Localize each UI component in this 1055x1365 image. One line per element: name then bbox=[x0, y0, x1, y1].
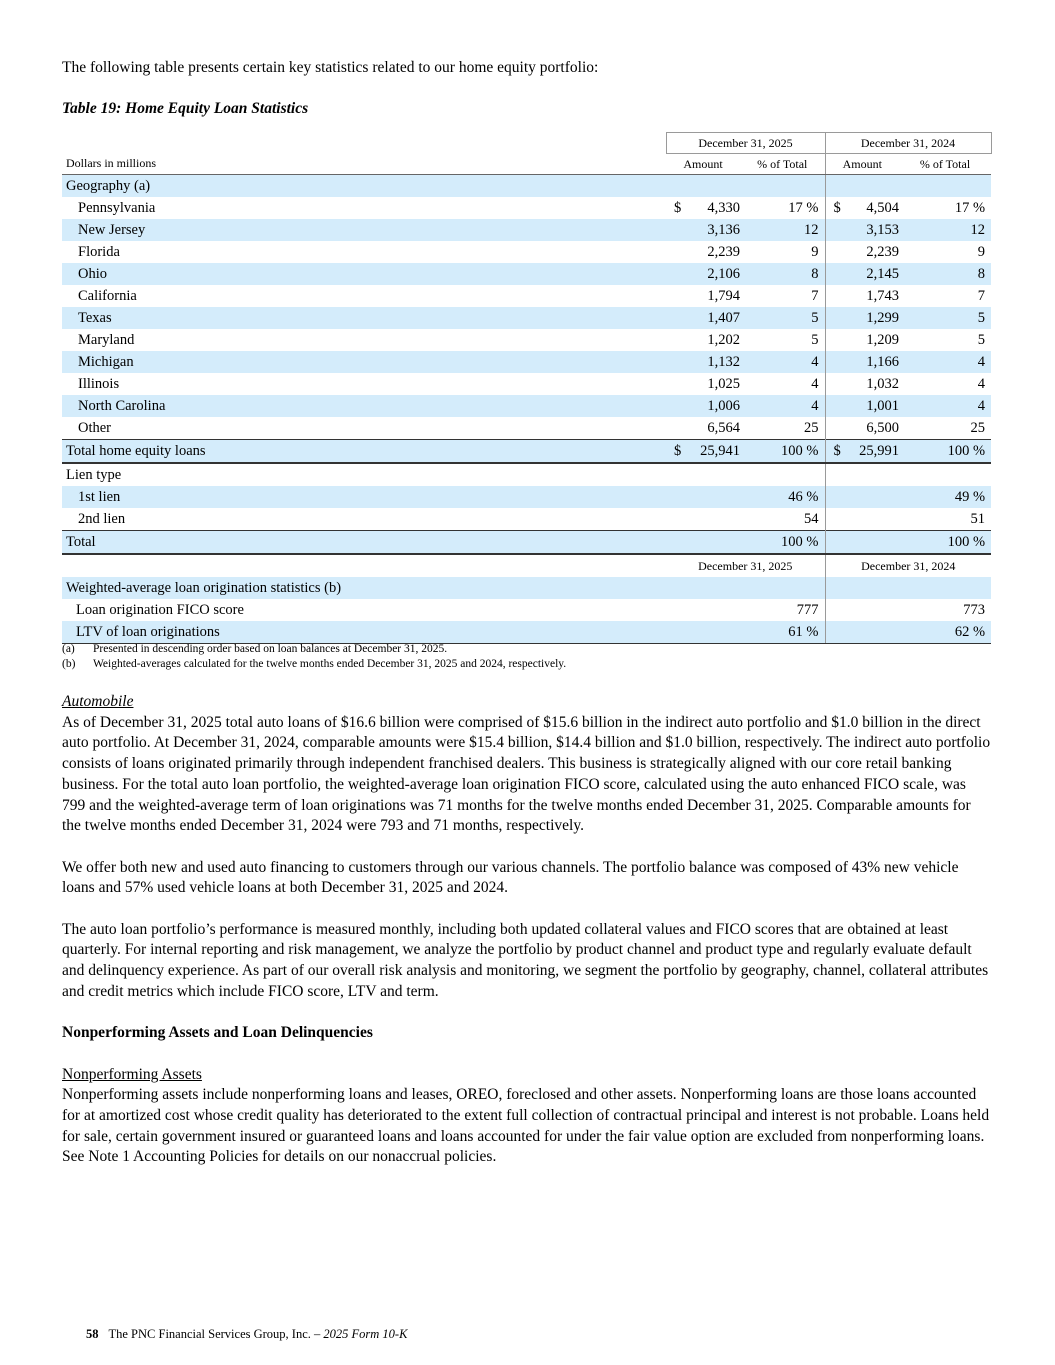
npa-subheading: Nonperforming Assets bbox=[62, 1065, 202, 1083]
amount-2024: 2,239 bbox=[866, 243, 900, 260]
pct-2025: 54 bbox=[740, 508, 825, 531]
empty-cell bbox=[688, 621, 740, 644]
amount-2024: 1,032 bbox=[866, 375, 900, 392]
empty-cell bbox=[740, 463, 825, 486]
empty-cell bbox=[825, 599, 847, 621]
col-amount-2024: Amount bbox=[825, 154, 899, 175]
pct-2024: 49 % bbox=[899, 486, 991, 508]
lien-total-row bbox=[62, 531, 991, 555]
amount-2025: 1,407 bbox=[688, 307, 740, 329]
pct-2024: 17 % bbox=[954, 199, 986, 216]
row-label: Ohio bbox=[62, 263, 666, 285]
page-number: 58 bbox=[86, 1327, 99, 1341]
dollar-sign bbox=[825, 373, 847, 395]
amount-2024: 4,504 bbox=[866, 199, 900, 216]
lien-row bbox=[62, 486, 991, 508]
pct-2025: 25 bbox=[740, 417, 825, 440]
empty-cell bbox=[62, 554, 666, 577]
amount-2024: 2,145 bbox=[847, 263, 899, 285]
geography-row bbox=[62, 285, 991, 307]
amount-2024: 1,001 bbox=[847, 395, 899, 417]
footnote-b: (b) Weighted-averages calculated for the twelve months ended December 31, 2025 and 2024, respectively. bbox=[62, 658, 567, 670]
geography-row bbox=[62, 263, 991, 285]
amount-2025: 3,136 bbox=[688, 219, 740, 241]
geography-row bbox=[62, 307, 991, 329]
dollar-sign bbox=[666, 241, 688, 263]
pct-2025: 8 bbox=[740, 263, 825, 285]
dollar-sign bbox=[666, 263, 688, 285]
footer-form: 2025 Form 10-K bbox=[323, 1327, 408, 1341]
dollar-sign bbox=[666, 329, 688, 351]
home-equity-table bbox=[62, 132, 992, 644]
table-header-columns bbox=[62, 154, 991, 175]
pct-2025: 9 bbox=[740, 241, 825, 263]
amount-2024: 1,743 bbox=[866, 287, 900, 304]
empty-cell bbox=[825, 463, 847, 486]
row-label: Illinois bbox=[78, 375, 120, 392]
pct-2024: 4 bbox=[899, 395, 991, 417]
automobile-section bbox=[62, 692, 992, 1168]
empty-cell bbox=[666, 599, 688, 621]
empty-cell bbox=[666, 531, 688, 555]
row-label: 2nd lien bbox=[78, 510, 126, 527]
table-title: Table 19: Home Equity Loan Statistics bbox=[62, 100, 309, 117]
empty-cell bbox=[825, 486, 847, 508]
period-header-2024: December 31, 2024 bbox=[825, 133, 991, 154]
dollar-sign bbox=[666, 395, 688, 417]
row-label: North Carolina bbox=[62, 395, 666, 417]
value-2025: 61 % bbox=[740, 621, 825, 644]
page-footer bbox=[86, 1327, 407, 1342]
pct-2025: 7 bbox=[740, 285, 825, 307]
row-label: Michigan bbox=[62, 351, 666, 373]
empty-cell bbox=[825, 508, 847, 531]
dollar-sign: $ bbox=[674, 199, 682, 216]
pct-2024: 100 % bbox=[899, 440, 991, 464]
pct-2024: 9 bbox=[977, 243, 986, 260]
dollar-sign bbox=[825, 241, 847, 263]
pct-2024: 5 bbox=[899, 307, 991, 329]
value-2024: 773 bbox=[963, 601, 986, 618]
pct-2024: 25 bbox=[970, 419, 986, 436]
section-label: Lien type bbox=[66, 466, 122, 483]
row-label: Maryland bbox=[78, 331, 135, 348]
dollar-sign bbox=[666, 219, 688, 241]
weighted-average-header-row bbox=[62, 577, 991, 599]
amount-2024: 6,500 bbox=[866, 419, 900, 436]
row-label: Other bbox=[78, 419, 112, 436]
pct-2024: 100 % bbox=[899, 531, 991, 555]
amount-2025: 1,132 bbox=[688, 351, 740, 373]
lien-row bbox=[62, 508, 991, 531]
empty-cell bbox=[666, 175, 688, 198]
empty-cell bbox=[847, 508, 899, 531]
dollar-sign bbox=[666, 373, 688, 395]
empty-cell bbox=[847, 463, 899, 486]
intro-text: The following table presents certain key statistics related to our home equity portfolio: bbox=[62, 59, 599, 76]
pct-2024: 5 bbox=[977, 331, 986, 348]
amount-2024: 1,209 bbox=[866, 331, 900, 348]
row-label: California bbox=[78, 287, 137, 304]
row-label: LTV of loan originations bbox=[62, 621, 666, 644]
row-label: Pennsylvania bbox=[78, 199, 156, 216]
automobile-paragraph-1: As of December 31, 2025 total auto loans of $16.6 billion were comprised of $15.6 billion in the indirect auto portfolio and $1.0 billion in the direct auto portfolio. At December 31, 2024, comparable amounts were $15.4 billion, $14.4 billion and $1.0 billion, respectively. The indirect auto portfolio consists of loans originated primarily through independent franchised dealers. This business is strategically aligned with our core retail banking business. For the total auto loan portfolio, the weighted-average loan origination FICO score, calculated using the auto enhanced FICO scale, was 799 and the weighted-average term of loan originations was 71 months for the twelve months ended December 31, 2025. Comparable amounts for the twelve months ended December 31, 2024 were 793 and 71 months, respectively. bbox=[62, 713, 991, 835]
section-label: Weighted-average loan origination statistics (b) bbox=[62, 577, 666, 599]
npa-paragraph: Nonperforming assets include nonperforming loans and leases, OREO, foreclosed and other assets. Nonperforming loans are those loans accounted for at amortized cost whose credit quality has deteriorated to the extent full collection of contractual principal and interest is not probable. Loans held for sale, certain government insured or guaranteed loans and loans accounted for under the fair value option are excluded from nonperforming loans. See Note 1 Accounting Policies for details on our nonaccrual policies. bbox=[62, 1086, 990, 1166]
empty-cell bbox=[666, 463, 688, 486]
pct-2025: 4 bbox=[740, 395, 825, 417]
empty-cell bbox=[666, 577, 688, 599]
value-2024: 62 % bbox=[899, 621, 991, 644]
row-label: 1st lien bbox=[62, 486, 666, 508]
units-label: Dollars in millions bbox=[62, 154, 666, 175]
row-label: Total bbox=[62, 531, 666, 555]
col-amount-2025: Amount bbox=[666, 154, 740, 175]
empty-cell bbox=[688, 577, 740, 599]
weighted-average-period-header bbox=[62, 554, 991, 577]
automobile-paragraph-3: The auto loan portfolio’s performance is measured monthly, including both updated collateral values and FICO scores that are obtained at least quarterly. For internal reporting and risk management, we analyze the portfolio by product channel and product type and regularly evaluate default and delinquency experience. As part of our overall risk analysis and monitoring, we segment the portfolio by geography, channel, collateral attributes and credit metrics which include FICO score, LTV and term. bbox=[62, 920, 989, 1000]
row-label: Florida bbox=[78, 243, 120, 260]
dollar-sign bbox=[825, 307, 847, 329]
pct-2024: 4 bbox=[977, 375, 986, 392]
geography-row bbox=[62, 219, 991, 241]
amount-2025: 1,202 bbox=[707, 331, 740, 348]
automobile-paragraph-2: We offer both new and used auto financing to customers through our various channels. The portfolio balance was composed of 43% new vehicle loans and 57% used vehicle loans at both December 31, 2025 and 2024. bbox=[62, 858, 959, 897]
empty-cell bbox=[825, 531, 847, 555]
amount-2025: 1,794 bbox=[707, 287, 740, 304]
amount-2024: 1,299 bbox=[847, 307, 899, 329]
empty-cell bbox=[847, 486, 899, 508]
pct-2024: 8 bbox=[899, 263, 991, 285]
pct-2024: 7 bbox=[977, 287, 986, 304]
pct-2025: 5 bbox=[740, 329, 825, 351]
pct-2025: 100 % bbox=[740, 440, 825, 464]
dollar-sign bbox=[666, 417, 688, 440]
pct-2024: 12 bbox=[899, 219, 991, 241]
empty-cell bbox=[688, 175, 740, 198]
empty-cell bbox=[688, 463, 740, 486]
empty-cell bbox=[847, 531, 899, 555]
empty-cell bbox=[899, 463, 991, 486]
automobile-heading: Automobile bbox=[62, 693, 134, 710]
amount-2025: 1,025 bbox=[707, 375, 740, 392]
empty-cell bbox=[847, 175, 899, 198]
pct-2025: 5 bbox=[740, 307, 825, 329]
period-header-2025: December 31, 2025 bbox=[666, 133, 825, 154]
empty-cell bbox=[825, 577, 847, 599]
dollar-sign bbox=[825, 395, 847, 417]
dollar-sign: $ bbox=[825, 440, 847, 464]
weighted-average-row bbox=[62, 599, 991, 621]
weighted-average-row bbox=[62, 621, 991, 644]
empty-cell bbox=[666, 621, 688, 644]
empty-cell bbox=[825, 621, 847, 644]
geography-row bbox=[62, 417, 991, 440]
dollar-sign: $ bbox=[833, 199, 841, 216]
empty-cell bbox=[825, 175, 847, 198]
footnote-a: (a) Presented in descending order based on loan balances at December 31, 2025. bbox=[62, 643, 448, 655]
geography-row bbox=[62, 351, 991, 373]
empty-cell bbox=[847, 621, 899, 644]
empty-cell bbox=[666, 486, 688, 508]
amount-2025: 2,239 bbox=[707, 243, 740, 260]
dollar-sign bbox=[825, 329, 847, 351]
empty-cell bbox=[899, 175, 991, 198]
empty-cell bbox=[688, 486, 740, 508]
dollar-sign bbox=[825, 351, 847, 373]
amount-2024: 25,991 bbox=[847, 440, 899, 464]
empty-cell bbox=[666, 508, 688, 531]
amount-2025: 1,006 bbox=[688, 395, 740, 417]
dollar-sign bbox=[666, 351, 688, 373]
row-label: Loan origination FICO score bbox=[76, 601, 244, 618]
amount-2024: 3,153 bbox=[847, 219, 899, 241]
amount-2024: 1,166 bbox=[847, 351, 899, 373]
empty-cell bbox=[899, 577, 991, 599]
lien-header-row bbox=[62, 463, 991, 486]
footnotes bbox=[62, 642, 566, 672]
period-label-2025: December 31, 2025 bbox=[666, 554, 825, 577]
dollar-sign bbox=[666, 307, 688, 329]
amount-2025: 2,106 bbox=[688, 263, 740, 285]
pct-2025: 46 % bbox=[740, 486, 825, 508]
empty-cell bbox=[688, 531, 740, 555]
geography-row bbox=[62, 395, 991, 417]
table-header-periods bbox=[62, 133, 991, 154]
dollar-sign bbox=[666, 285, 688, 307]
dollar-sign bbox=[825, 219, 847, 241]
row-label: New Jersey bbox=[62, 219, 666, 241]
npa-section-heading: Nonperforming Assets and Loan Delinquencies bbox=[62, 1024, 373, 1042]
empty-cell bbox=[688, 508, 740, 531]
pct-2025: 17 % bbox=[740, 197, 825, 219]
pct-2024: 4 bbox=[899, 351, 991, 373]
geography-total-row bbox=[62, 440, 991, 464]
row-label: Texas bbox=[62, 307, 666, 329]
empty-cell bbox=[847, 599, 899, 621]
dollar-sign bbox=[825, 263, 847, 285]
geography-header-row bbox=[62, 175, 991, 198]
empty-cell bbox=[847, 577, 899, 599]
section-label: Geography (a) bbox=[62, 175, 666, 198]
pct-2025: 12 bbox=[740, 219, 825, 241]
footer-company: The PNC Financial Services Group, Inc. – bbox=[108, 1327, 321, 1341]
dollar-sign: $ bbox=[666, 440, 688, 464]
geography-row bbox=[62, 197, 991, 219]
geography-row bbox=[62, 373, 991, 395]
row-label: Total home equity loans bbox=[62, 440, 666, 464]
amount-2025: 6,564 bbox=[707, 419, 740, 436]
pct-2024: 51 bbox=[970, 510, 986, 527]
geography-row bbox=[62, 329, 991, 351]
pct-2025: 4 bbox=[740, 351, 825, 373]
dollar-sign bbox=[825, 417, 847, 440]
col-pct-2025: % of Total bbox=[740, 154, 825, 175]
empty-cell bbox=[688, 599, 740, 621]
period-label-2024: December 31, 2024 bbox=[861, 558, 956, 573]
value-2025: 777 bbox=[740, 599, 825, 621]
dollar-sign bbox=[825, 285, 847, 307]
pct-2025: 4 bbox=[740, 373, 825, 395]
amount-2025: 25,941 bbox=[688, 440, 740, 464]
amount-2025: 4,330 bbox=[707, 199, 740, 216]
empty-cell bbox=[740, 577, 825, 599]
pct-2025: 100 % bbox=[740, 531, 825, 555]
col-pct-2024: % of Total bbox=[899, 154, 991, 175]
empty-cell bbox=[740, 175, 825, 198]
geography-row bbox=[62, 241, 991, 263]
